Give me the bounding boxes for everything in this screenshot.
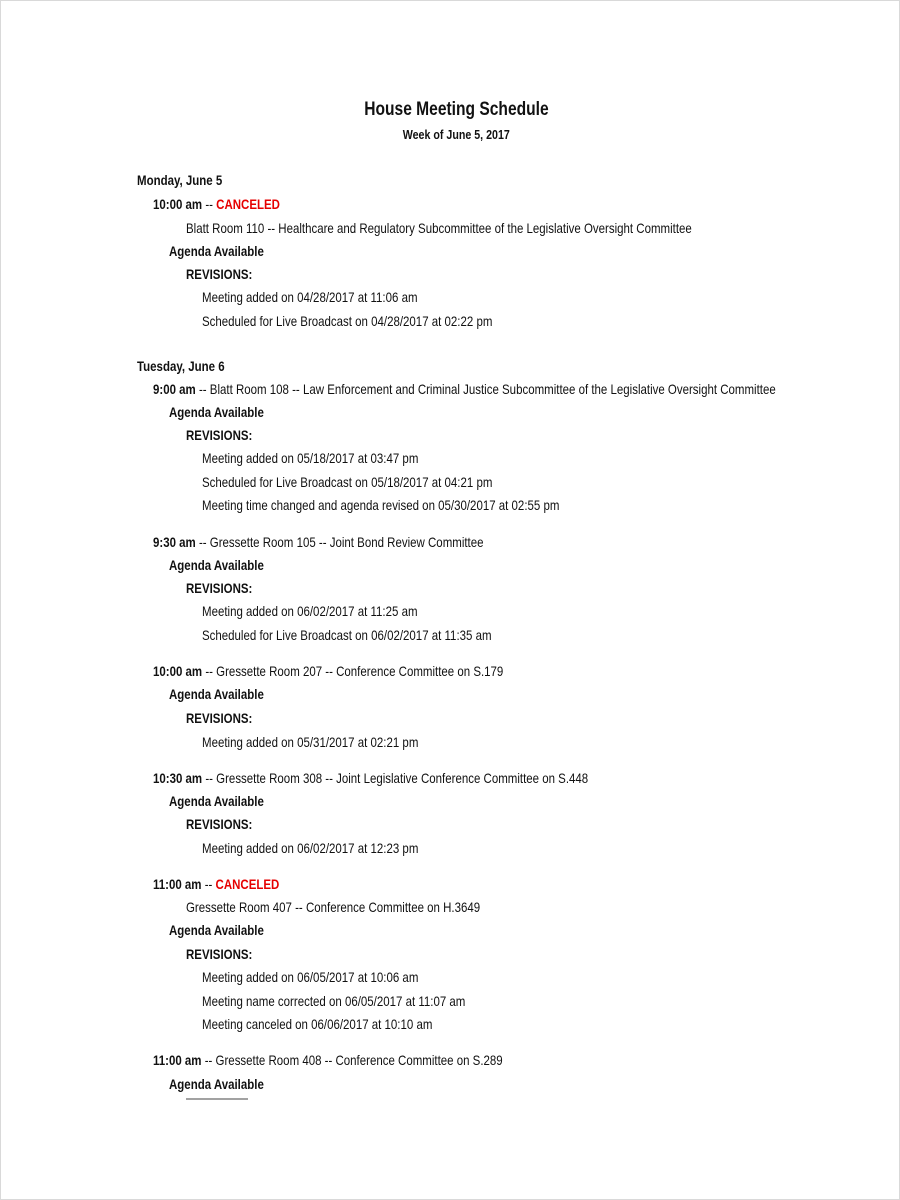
- meeting-entry: 11:00 am -- Gressette Room 408 -- Conference Committee on S.289: [153, 1052, 503, 1068]
- meeting-entry: 10:00 am -- Gressette Room 207 -- Conference Committee on S.179: [153, 663, 504, 679]
- day-heading-tuesday: Tuesday, June 6: [137, 358, 225, 374]
- revision-line: Meeting added on 06/02/2017 at 12:23 pm: [202, 840, 419, 856]
- page-cutoff-fragment: [186, 1096, 256, 1102]
- meeting-detail: Gressette Room 407 -- Conference Committee on H.3649: [186, 899, 481, 915]
- agenda-available-label: Agenda Available: [169, 922, 264, 938]
- revision-line: Meeting added on 06/05/2017 at 10:06 am: [202, 969, 419, 985]
- meeting-time-canceled: 10:00 am -- CANCELED: [153, 196, 280, 212]
- canceled-label: CANCELED: [216, 196, 280, 212]
- revisions-heading: REVISIONS:: [186, 580, 253, 596]
- meeting-detail: Blatt Room 110 -- Healthcare and Regulatory Subcommittee of the Legislative Oversight Committee: [186, 220, 692, 236]
- revision-line: Scheduled for Live Broadcast on 06/02/2017 at 11:35 am: [202, 627, 492, 643]
- day-heading-monday: Monday, June 5: [137, 172, 223, 188]
- revision-line: Meeting name corrected on 06/05/2017 at 11:07 am: [202, 993, 466, 1009]
- revision-line: Meeting added on 05/31/2017 at 02:21 pm: [202, 734, 419, 750]
- revision-line: Meeting added on 04/28/2017 at 11:06 am: [202, 289, 418, 305]
- agenda-available-label: Agenda Available: [169, 404, 264, 420]
- revisions-heading: REVISIONS:: [186, 710, 253, 726]
- agenda-available-label: Agenda Available: [169, 243, 264, 259]
- revision-line: Meeting canceled on 06/06/2017 at 10:10 am: [202, 1016, 433, 1032]
- revisions-heading: REVISIONS:: [186, 816, 253, 832]
- agenda-available-label: Agenda Available: [169, 1076, 264, 1092]
- page-subtitle: Week of June 5, 2017: [402, 127, 510, 142]
- revision-line: Scheduled for Live Broadcast on 05/18/2017 at 04:21 pm: [202, 474, 493, 490]
- canceled-label: CANCELED: [215, 876, 280, 892]
- page-title: House Meeting Schedule: [363, 99, 549, 120]
- revision-line: Scheduled for Live Broadcast on 04/28/2017 at 02:22 pm: [202, 313, 493, 329]
- meeting-entry: 10:30 am -- Gressette Room 308 -- Joint Legislative Conference Committee on S.448: [153, 770, 589, 786]
- meeting-entry: 9:30 am -- Gressette Room 105 -- Joint Bond Review Committee: [153, 534, 484, 550]
- revisions-heading: REVISIONS:: [186, 266, 253, 282]
- agenda-available-label: Agenda Available: [169, 686, 264, 702]
- revision-line: Meeting added on 06/02/2017 at 11:25 am: [202, 603, 418, 619]
- revisions-heading: REVISIONS:: [186, 946, 253, 962]
- meeting-time-canceled: 11:00 am -- CANCELED: [153, 876, 280, 892]
- revisions-heading: REVISIONS:: [186, 427, 253, 443]
- revision-line: Meeting time changed and agenda revised on 05/30/2017 at 02:55 pm: [202, 497, 560, 513]
- agenda-available-label: Agenda Available: [169, 557, 264, 573]
- meeting-entry: 9:00 am -- Blatt Room 108 -- Law Enforcement and Criminal Justice Subcommittee of the Legislative Oversight Committee: [153, 381, 776, 397]
- agenda-available-label: Agenda Available: [169, 793, 264, 809]
- revision-line: Meeting added on 05/18/2017 at 03:47 pm: [202, 450, 419, 466]
